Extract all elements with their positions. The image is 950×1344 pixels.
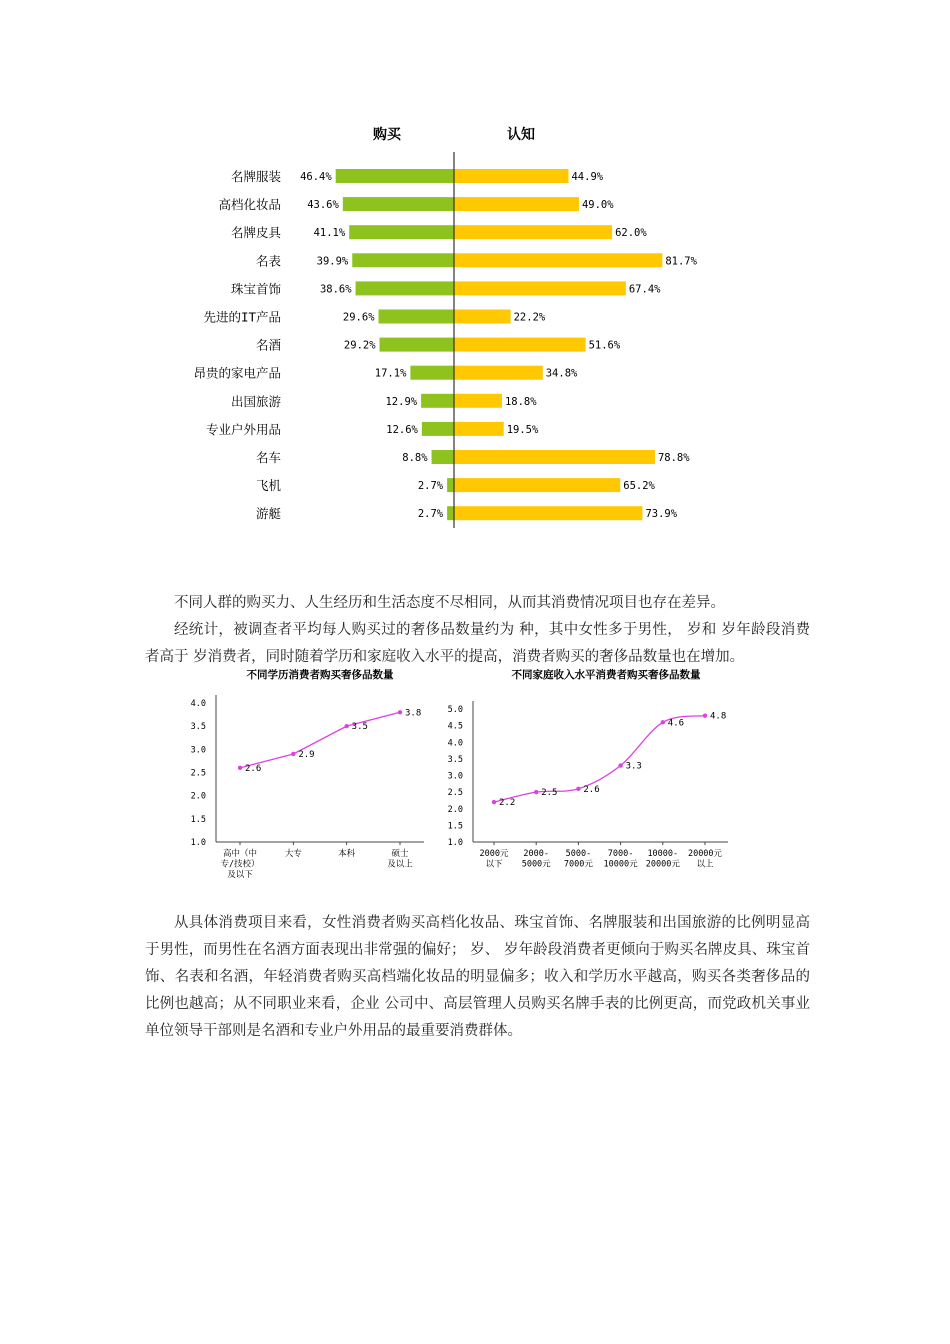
y-tick-label: 4.0 [447, 738, 463, 749]
y-tick-label: 1.0 [447, 838, 463, 848]
data-value-label: 2.5 [541, 788, 558, 799]
category-label: 名酒 [255, 337, 281, 353]
y-tick-label: 3.5 [190, 722, 206, 733]
data-value-label: 2.6 [583, 784, 600, 795]
income-line-chart [436, 662, 732, 887]
x-tick-label: 7000- [607, 849, 634, 859]
x-tick-label: 7000元 [563, 859, 593, 870]
data-point [238, 766, 242, 770]
awareness-bar [454, 169, 568, 183]
paragraph-line: 经统计，被调查者平均每人购买过的奢侈品数量约为 种，其中女性多于男性， 岁和 岁年龄段消费者高于 岁消费者，同时随着学历和家庭收入水平的提高，消费者购买的奢侈品数量也在增加。 [145, 622, 810, 665]
awareness-value-label: 67.4% [628, 283, 661, 296]
purchase-bar [336, 169, 454, 183]
category-label: 出国旅游 [230, 393, 281, 409]
data-point [576, 787, 580, 791]
series-line [240, 712, 400, 768]
data-value-label: 4.6 [667, 718, 685, 729]
category-label: 名牌皮具 [230, 225, 281, 241]
header-purchase: 购买 [373, 127, 401, 143]
paragraph-purchase-differences [145, 590, 810, 671]
header-awareness: 认知 [507, 127, 535, 143]
data-value-label: 3.3 [625, 761, 642, 772]
x-tick-label: 专/技校） [220, 859, 260, 870]
purchase-value-label: 43.6% [307, 199, 339, 212]
x-tick-label: 硕士 [391, 849, 409, 859]
x-tick-label: 5000- [565, 849, 592, 859]
paragraph-line: 不同人群的购买力、人生经历和生活态度不尽相同，从而其消费情况项目也存在差异。 [174, 595, 725, 611]
data-value-label: 3.5 [351, 722, 368, 733]
category-label: 专业户外用品 [205, 421, 281, 437]
x-tick-label: 高中（中 [222, 849, 258, 859]
awareness-value-label: 19.5% [506, 423, 539, 436]
data-point [398, 710, 402, 714]
y-tick-label: 2.5 [190, 768, 206, 779]
purchase-awareness-butterfly-chart [175, 118, 735, 528]
purchase-bar [349, 225, 454, 239]
purchase-value-label: 8.8% [402, 452, 428, 464]
y-tick-label: 5.0 [447, 705, 463, 715]
x-tick-label: 2000- [523, 849, 549, 859]
purchase-bar [447, 478, 454, 492]
y-tick-label: 2.0 [190, 791, 206, 802]
x-tick-label: 20000元 [645, 859, 680, 870]
y-tick-label: 1.0 [190, 838, 206, 848]
y-tick-label: 4.5 [447, 721, 463, 732]
purchase-bar [421, 394, 454, 408]
purchase-bar [410, 366, 454, 380]
y-tick-label: 4.0 [190, 699, 206, 709]
category-label: 昂贵的家电产品 [193, 365, 281, 381]
awareness-value-label: 49.0% [581, 199, 614, 212]
awareness-bar [454, 506, 642, 520]
awareness-bar [454, 253, 662, 267]
y-tick-label: 2.5 [447, 788, 463, 799]
x-tick-label: 及以上 [387, 859, 413, 870]
awareness-bar [454, 450, 655, 464]
awareness-bar [454, 366, 543, 380]
purchase-value-label: 12.6% [386, 423, 418, 436]
category-label: 名表 [255, 253, 281, 269]
purchase-value-label: 12.9% [385, 395, 418, 408]
x-tick-label: 以下 [485, 859, 503, 870]
x-tick-label: 20000元 [687, 849, 723, 859]
purchase-value-label: 29.2% [343, 339, 376, 352]
data-point [344, 724, 348, 728]
purchase-bar [379, 310, 454, 324]
data-point [534, 790, 538, 794]
data-point [661, 720, 665, 724]
x-tick-label: 2000元 [479, 849, 509, 859]
purchase-bar [380, 338, 454, 352]
awareness-bar [454, 310, 511, 324]
purchase-value-label: 46.4% [300, 171, 332, 183]
awareness-value-label: 81.7% [665, 255, 697, 268]
category-label: 名牌服装 [230, 169, 281, 184]
awareness-bar [454, 281, 626, 295]
purchase-bar [432, 450, 454, 464]
category-label: 游艇 [255, 506, 281, 522]
education-line-chart [172, 662, 434, 887]
chart-title: 不同学历消费者购买奢侈品数量 [246, 669, 394, 681]
y-tick-label: 3.5 [447, 754, 463, 765]
category-label: 名车 [255, 450, 281, 465]
data-value-label: 2.9 [298, 749, 315, 760]
data-point [703, 713, 707, 717]
awareness-value-label: 34.8% [545, 367, 578, 380]
awareness-value-label: 51.6% [588, 339, 621, 352]
y-tick-label: 1.5 [190, 814, 206, 825]
y-tick-label: 3.0 [190, 745, 206, 756]
y-tick-label: 1.5 [447, 821, 463, 832]
x-tick-label: 10000元 [603, 859, 638, 870]
data-point [291, 752, 295, 756]
paragraph-line: 从具体消费项目来看，女性消费者购买高档化妆品、珠宝首饰、名牌服装和出国旅游的比例明显高于男性，而男性在名酒方面表现出非常强的偏好； 岁、 岁年龄段消费者更倾向于购买名牌皮具、珠宝首饰、名表和名酒，年轻消费者购买高档端化妆品的明显偏多；收入和学历水平越高，购买各类奢侈品的比例也越高；从不同职业来看，企业 公司中、高层管理人员购买名牌手表的比例更高，而党政机关事业单位领导干部则是名酒和专业户外用品的最重要消费群体。 [145, 915, 810, 1039]
purchase-value-label: 29.6% [342, 311, 375, 324]
data-value-label: 2.2 [499, 798, 516, 809]
awareness-bar [454, 225, 612, 239]
purchase-bar [356, 281, 454, 295]
category-label: 飞机 [255, 478, 281, 494]
data-point [492, 800, 496, 804]
x-tick-label: 本科 [338, 849, 356, 859]
y-tick-label: 3.0 [447, 771, 463, 782]
awareness-bar [454, 422, 504, 436]
x-tick-label: 10000- [647, 849, 679, 859]
purchase-bar [343, 197, 454, 211]
x-tick-label: 大专 [284, 849, 302, 859]
awareness-bar [454, 478, 620, 492]
category-label: 先进的IT产品 [203, 309, 281, 325]
awareness-bar [454, 394, 502, 408]
awareness-value-label: 44.9% [571, 171, 604, 183]
awareness-value-label: 73.9% [645, 508, 678, 521]
paragraph-consumption-items [145, 910, 810, 1045]
category-label: 珠宝首饰 [230, 281, 281, 297]
purchase-bar [352, 253, 454, 267]
data-value-label: 2.6 [245, 763, 262, 774]
x-tick-label: 5000元 [521, 859, 551, 870]
awareness-value-label: 22.2% [513, 311, 546, 324]
x-tick-label: 及以下 [227, 870, 253, 880]
purchase-value-label: 2.7% [417, 508, 444, 521]
purchase-bar [422, 422, 454, 436]
awareness-value-label: 18.8% [504, 395, 537, 408]
data-value-label: 3.8 [405, 708, 422, 719]
awareness-bar [454, 197, 579, 211]
purchase-value-label: 41.1% [313, 227, 346, 240]
purchase-value-label: 39.9% [316, 255, 349, 268]
y-tick-label: 2.0 [447, 804, 463, 815]
purchase-bar [447, 506, 454, 520]
chart-title: 不同家庭收入水平消费者购买奢侈品数量 [511, 669, 701, 681]
data-value-label: 4.8 [710, 711, 727, 722]
data-point [618, 763, 622, 767]
awareness-bar [454, 338, 586, 352]
x-tick-label: 以上 [696, 859, 714, 870]
awareness-value-label: 78.8% [657, 452, 690, 464]
purchase-value-label: 17.1% [374, 367, 407, 380]
awareness-value-label: 62.0% [615, 227, 647, 240]
purchase-value-label: 38.6% [319, 283, 352, 296]
purchase-value-label: 2.7% [417, 480, 444, 493]
awareness-value-label: 65.2% [623, 480, 655, 493]
category-label: 高档化妆品 [218, 197, 281, 213]
